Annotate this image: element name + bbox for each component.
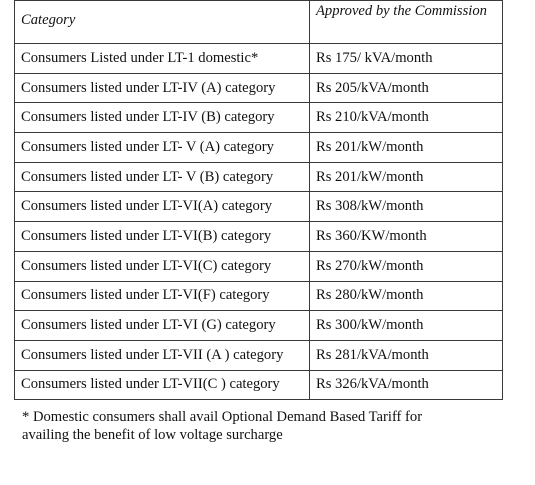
approved-rate-cell: Rs 205/kVA/month [310,73,503,103]
category-cell: Consumers Listed under LT-1 domestic* [15,44,310,74]
category-cell: Consumers listed under LT-IV (A) category [15,73,310,103]
category-column-header: Category [15,1,310,44]
category-cell: Consumers listed under LT-IV (B) category [15,103,310,133]
category-cell: Consumers listed under LT-VI(F) category [15,281,310,311]
approved-rate-cell: Rs 280/kW/month [310,281,503,311]
footnote [22,408,492,444]
table-row [15,133,503,163]
approved-column-header: Approved by the Commission [310,1,503,44]
approved-rate-cell: Rs 201/kW/month [310,162,503,192]
footnote-line-2: availing the benefit of low voltage surcharge [22,427,283,443]
category-cell: Consumers listed under LT-VI (G) category [15,311,310,341]
category-cell: Consumers listed under LT-VII(C ) category [15,370,310,400]
table-row [15,162,503,192]
table-row [15,103,503,133]
approved-rate-cell: Rs 201/kW/month [310,133,503,163]
table-row [15,251,503,281]
table-row [15,222,503,252]
approved-rate-cell: Rs 326/kVA/month [310,370,503,400]
table-row [15,192,503,222]
approved-rate-cell: Rs 210/kVA/month [310,103,503,133]
category-cell: Consumers listed under LT-VII (A ) category [15,340,310,370]
table-row [15,44,503,74]
approved-rate-cell: Rs 308/kW/month [310,192,503,222]
category-cell: Consumers listed under LT-VI(B) category [15,222,310,252]
footnote-line-1: * Domestic consumers shall avail Optional Demand Based Tariff for [22,409,423,425]
table-row [15,281,503,311]
approved-rate-cell: Rs 300/kW/month [310,311,503,341]
approved-rate-cell: Rs 360/KW/month [310,222,503,252]
category-cell: Consumers listed under LT-VI(A) category [15,192,310,222]
approved-rate-cell: Rs 281/kVA/month [310,340,503,370]
category-cell: Consumers listed under LT- V (B) category [15,162,310,192]
table-row [15,370,503,400]
tariff-document [14,0,502,400]
approved-rate-cell: Rs 175/ kVA/month [310,44,503,74]
table-row [15,311,503,341]
table-body [15,44,503,400]
category-cell: Consumers listed under LT-VI(C) category [15,251,310,281]
table-row [15,340,503,370]
approved-rate-cell: Rs 270/kW/month [310,251,503,281]
table-row [15,73,503,103]
category-cell: Consumers listed under LT- V (A) category [15,133,310,163]
tariff-table [14,0,503,400]
table-header-row [15,1,503,44]
